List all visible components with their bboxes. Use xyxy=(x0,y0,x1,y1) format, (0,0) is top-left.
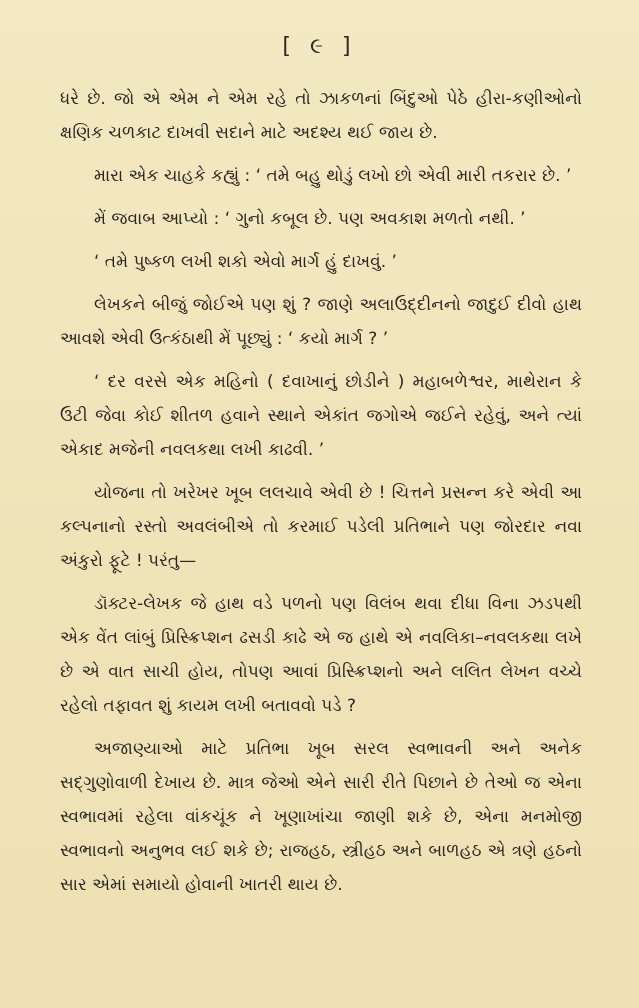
page-body xyxy=(60,82,582,911)
page-number: [ ૯ ] xyxy=(282,34,357,59)
paragraph-suggestion: ‘ તમે પુષ્કળ લખી શકો એવો માર્ગ હું દાખવું. ’ xyxy=(94,252,397,272)
paragraph-talent: અજાણ્યાઓ માટે પ્રતિભા ખૂબ સરલ સ્વભાવની અને અનેક સદ્ગુણોવાળી દેખાય છે. માત્ર જેઓ એને સારી રીતે પિછાને છે તેઓ જ એના સ્વભાવમાં રહેલા વાંકચૂંક ને ખૂણાખાંચા જાણી શકે છે, એના મનમોજી સ્વભાવનો અનુભવ લઈ શકે છે; રાજહઠ, સ્ત્રીહઠ અને બાળહઠ એ ત્રણે હઠનો સાર એમાં સમાયો હોવાની ખાતરી થાય છે. xyxy=(60,739,582,895)
paragraph-advice: ‘ દર વરસે એક મહિનો ( દવાખાનું છોડીને ) મહાબળેશ્વર, માથેરાન કે ઉટી જેવા કોઈ શીતળ હવાને સ્થાને એકાંત જગોએ જઈને રહેવું, અને ત્યાં એકાદ મજેની નવલકથા લખી કાઢવી. ’ xyxy=(60,372,582,460)
paragraph-fan-remark: મારા એક ચાહકે કહ્યું : ‘ તમે બહુ થોડું લખો છો એવી મારી તકરાર છે. ’ xyxy=(94,166,572,186)
paragraph-continuation: ધરે છે. જો એ એમ ને એમ રહે તો ઝાકળનાં બિંદુઓ પેઠે હીરા-કણીઓનો ક્ષણિક ચળકાટ દાખવી સદાને માટે અદશ્ય થઈ જાય છે. xyxy=(60,89,582,143)
paragraph-plan: યોજના તો ખરેખર ખૂબ લલચાવે એવી છે ! ચિત્તને પ્રસન્ન કરે એવી આ કલ્પનાનો રસ્તો અવલંબીએ તો કરમાઈ પડેલી પ્રતિભાને પણ જોરદાર નવા અંકુરો ફૂટે ! પરંતુ— xyxy=(60,483,582,571)
paragraph-reply: મેં જવાબ આપ્યો : ‘ ગુનો કબૂલ છે. પણ અવકાશ મળતો નથી. ’ xyxy=(94,209,526,229)
paragraph-question: લેખકને બીજું જોઈએ પણ શું ? જાણે અલાઉદ્દીનનો જાદુઈ દીવો હાથ આવશે એવી ઉત્કંઠાથી મેં પૂછ્યું : ‘ કયો માર્ગ ? ’ xyxy=(60,295,582,349)
paragraph-doctor-writer: ડૉક્ટર-લેખક જે હાથ વડે પળનો પણ વિલંબ થવા દીધા વિના ઝડપથી એક વેંત લાંબું પ્રિસ્ક્રિપ્શન ઢસડી કાઢે એ જ હાથે એ નવલિકા–નવલકથા લખે છે એ વાત સાચી હોય, તોપણ આવાં પ્રિસ્ક્રિપ્શનો અને લલિત લેખન વચ્ચે રહેલો તફાવત શું કાયમ લખી બતાવવો પડે ? xyxy=(60,594,582,716)
